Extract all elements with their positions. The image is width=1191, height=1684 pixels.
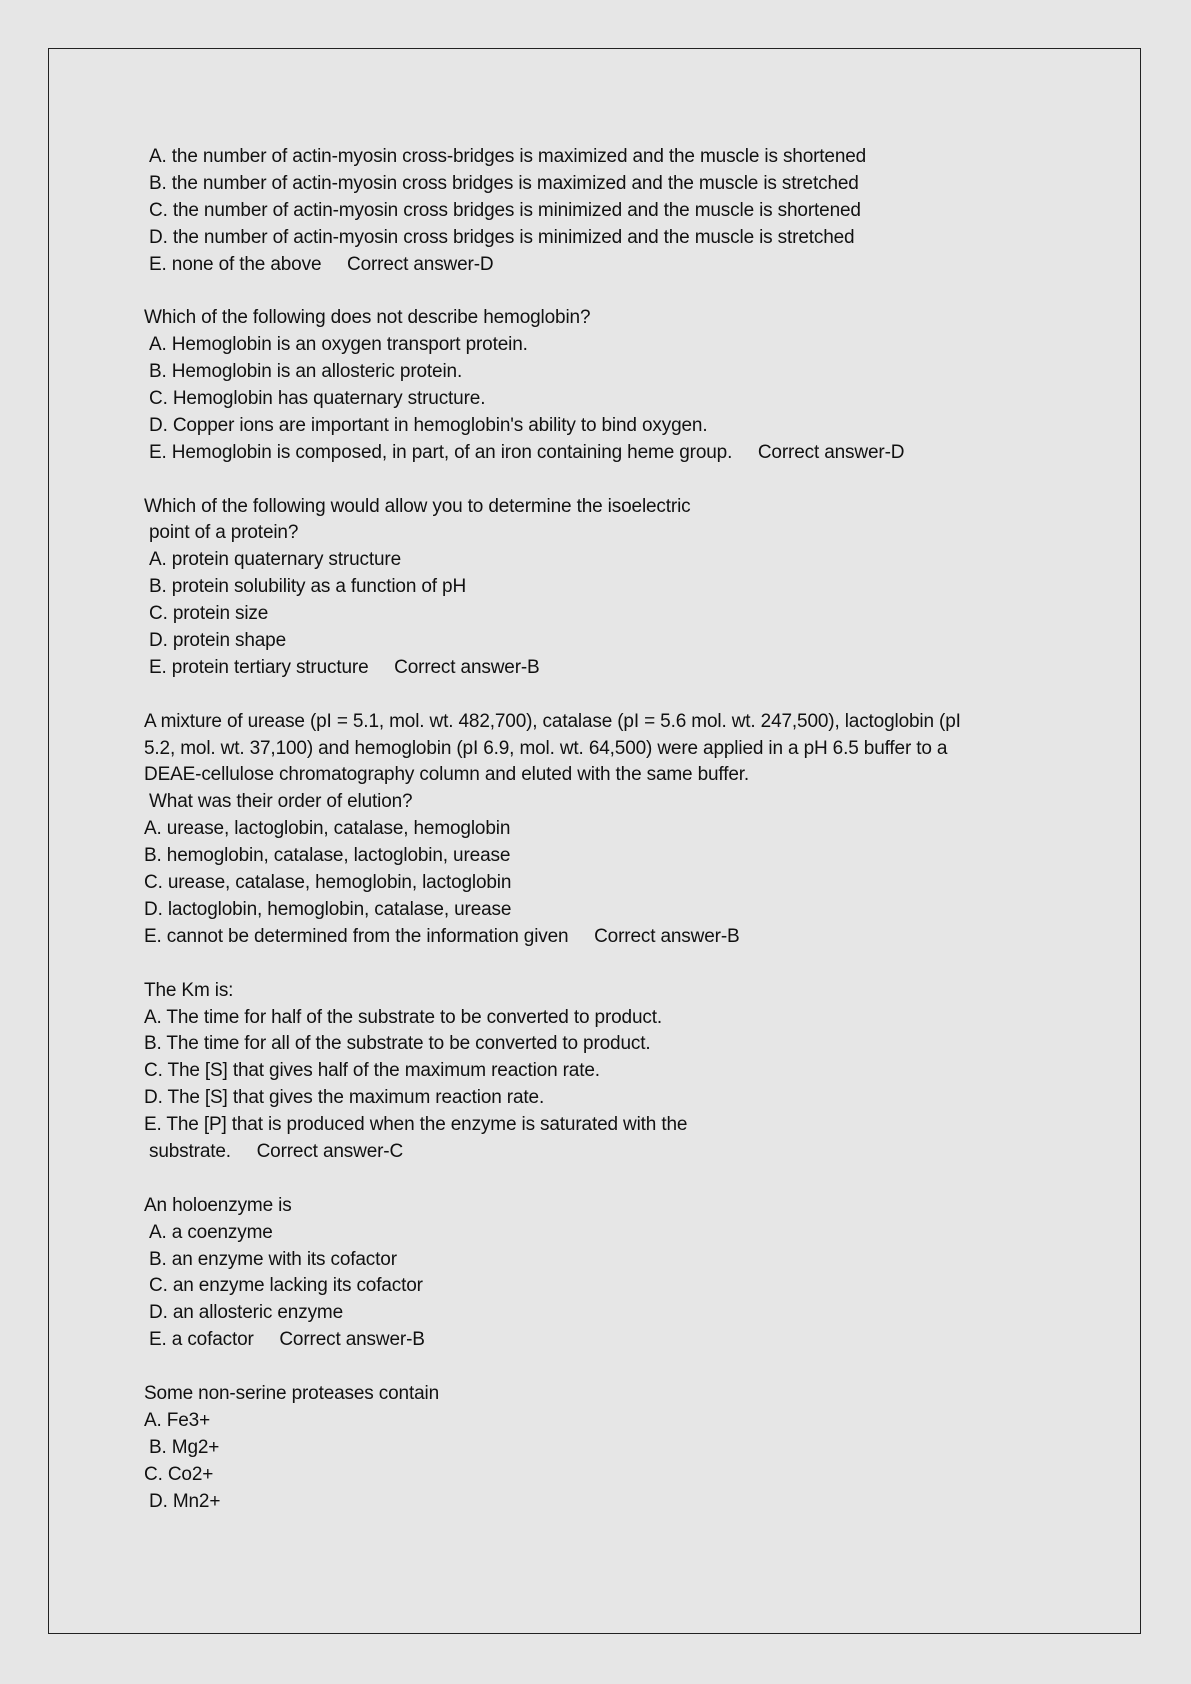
answer-option: D. The [S] that gives the maximum reaction rate. xyxy=(144,1087,545,1109)
answer-option: C. the number of actin-myosin cross bridges is minimized and the muscle is shortened xyxy=(149,199,861,221)
answer-option: substrate. Correct answer-C xyxy=(149,1140,404,1162)
answer-option: C. urease, catalase, hemoglobin, lactoglobin xyxy=(144,872,512,894)
answer-option: E. none of the above Correct answer-D xyxy=(149,253,494,275)
answer-option: B. hemoglobin, catalase, lactoglobin, urease xyxy=(144,845,511,867)
answer-option: E. The [P] that is produced when the enzyme is saturated with the xyxy=(144,1114,688,1136)
answer-option: A. a coenzyme xyxy=(149,1221,273,1243)
answer-option: A. Fe3+ xyxy=(144,1409,211,1431)
answer-option: C. Hemoglobin has quaternary structure. xyxy=(149,388,486,410)
answer-option: E. Hemoglobin is composed, in part, of an iron containing heme group. Correct answer-D xyxy=(149,441,905,463)
question-spacer xyxy=(144,278,1044,305)
question-stem: What was their order of elution? xyxy=(149,791,413,813)
answer-option: A. protein quaternary structure xyxy=(149,549,401,571)
question-block xyxy=(144,1193,1044,1354)
question-stem: An holoenzyme is xyxy=(144,1194,292,1216)
question-block xyxy=(144,1381,1044,1515)
answer-option: D. protein shape xyxy=(149,630,287,652)
answer-option: B. protein solubility as a function of pH xyxy=(149,576,467,598)
question-stem: A mixture of urease (pI = 5.1, mol. wt. 482,700), catalase (pI = 5.6 mol. wt. 247,500), lactoglobin (pI xyxy=(144,710,961,732)
answer-option: D. Copper ions are important in hemoglobin's ability to bind oxygen. xyxy=(149,414,708,436)
document-body xyxy=(144,144,1044,1515)
question-block xyxy=(144,709,1044,951)
answer-option: A. Hemoglobin is an oxygen transport protein. xyxy=(149,334,528,356)
answer-option: D. an allosteric enzyme xyxy=(149,1302,344,1324)
question-stem: Which of the following would allow you to determine the isoelectric xyxy=(144,495,691,517)
answer-option: B. the number of actin-myosin cross bridges is maximized and the muscle is stretched xyxy=(149,172,859,194)
question-spacer xyxy=(144,682,1044,709)
question-spacer xyxy=(144,467,1044,494)
answer-option: B. Hemoglobin is an allosteric protein. xyxy=(149,361,463,383)
question-stem: The Km is: xyxy=(144,979,234,1001)
question-spacer xyxy=(144,951,1044,978)
answer-option: E. protein tertiary structure Correct answer-B xyxy=(149,656,540,678)
answer-option: C. an enzyme lacking its cofactor xyxy=(149,1275,423,1297)
answer-option: A. urease, lactoglobin, catalase, hemoglobin xyxy=(144,818,511,840)
answer-option: B. The time for all of the substrate to be converted to product. xyxy=(144,1033,651,1055)
answer-option: C. The [S] that gives half of the maximum reaction rate. xyxy=(144,1060,600,1082)
question-block xyxy=(144,305,1044,466)
answer-option: D. Mn2+ xyxy=(149,1490,221,1512)
answer-option: C. Co2+ xyxy=(144,1463,214,1485)
question-stem: Which of the following does not describe hemoglobin? xyxy=(144,307,591,329)
answer-option: D. the number of actin-myosin cross bridges is minimized and the muscle is stretched xyxy=(149,226,855,248)
answer-option: C. protein size xyxy=(149,603,269,625)
answer-option: E. a cofactor Correct answer-B xyxy=(149,1329,425,1351)
question-stem: Some non-serine proteases contain xyxy=(144,1382,440,1404)
question-block xyxy=(144,494,1044,682)
answer-option: E. cannot be determined from the information given Correct answer-B xyxy=(144,925,740,947)
question-block xyxy=(144,978,1044,1166)
answer-option: B. an enzyme with its cofactor xyxy=(149,1248,397,1270)
question-stem: point of a protein? xyxy=(149,522,299,544)
question-stem: DEAE-cellulose chromatography column and eluted with the same buffer. xyxy=(144,764,750,786)
question-spacer xyxy=(144,1354,1044,1381)
answer-option: D. lactoglobin, hemoglobin, catalase, urease xyxy=(144,898,512,920)
question-block xyxy=(144,144,1044,278)
answer-option: B. Mg2+ xyxy=(149,1436,220,1458)
answer-option: A. The time for half of the substrate to be converted to product. xyxy=(144,1006,662,1028)
question-spacer xyxy=(144,1166,1044,1193)
answer-option: A. the number of actin-myosin cross-bridges is maximized and the muscle is shortened xyxy=(149,146,867,167)
question-stem: 5.2, mol. wt. 37,100) and hemoglobin (pI 6.9, mol. wt. 64,500) were applied in a pH 6.5 buffer to a xyxy=(144,737,948,759)
